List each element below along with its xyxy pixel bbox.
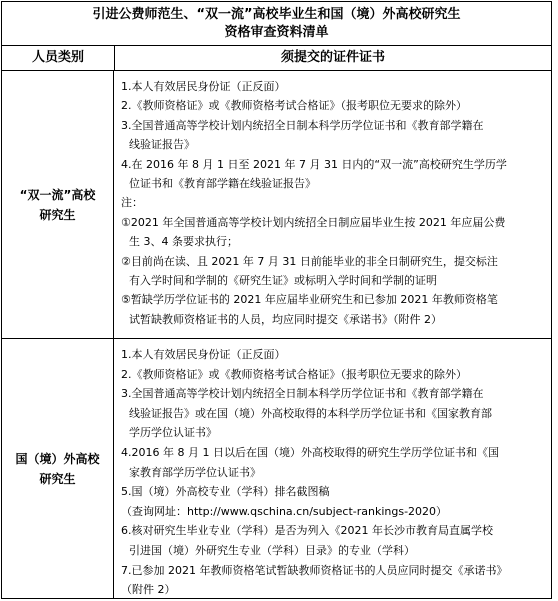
- document-line: 学历学位认证书》: [129, 426, 217, 440]
- note-line: ①2021 年全国普通高等学校计划内统招全日制应届毕业生按 2021 年应届公费: [121, 215, 506, 229]
- category-cell: [2, 71, 114, 338]
- note-line: ②目前尚在读、且 2021 年 7 月 31 日前能毕业的非全日制研究生，提交标注: [121, 254, 498, 268]
- note-label: 注：: [121, 196, 143, 210]
- document-line: 4.在 2016 年 8 月 1 日至 2021 年 7 月 31 日内的“双一流”高校研究生学历学: [121, 157, 507, 171]
- note-line: 有入学时间和学制的《研究生证》或标明入学时间和学制的证明: [129, 274, 437, 288]
- document-line: （附件 2）: [121, 583, 176, 597]
- document-line: 引进国（境）外研究生专业（学科）目录》的专业（学科）: [129, 543, 415, 557]
- category-cell: [2, 339, 114, 598]
- note-line: 生 3、4 条要求执行；: [129, 235, 238, 249]
- category-line: 研究生: [39, 207, 76, 222]
- document-line: 2.《教师资格证》或《教师资格考试合格证》（报考职位无要求的除外）: [121, 99, 467, 113]
- table-header-row: [2, 46, 551, 71]
- note-line: 试暂缺教师资格证书的人员，均应同时提交《承诺书》（附件 2）: [129, 312, 442, 326]
- document-line: 4.2016 年 8 月 1 日以后在国（境）外高校取得的研究生学历学位证书和《国: [121, 445, 499, 459]
- title-line-2: 资格审查资料清单: [224, 25, 329, 40]
- document-line: 1.本人有效居民身份证（正反面）: [121, 348, 286, 361]
- documents-cell: [121, 345, 549, 600]
- document-line: 线验证报告》: [129, 138, 195, 152]
- document-line: 2.《教师资格证》或《教师资格考试合格证》（报考职位无要求的除外）: [121, 367, 467, 381]
- document-line: 1.本人有效居民身份证（正反面）: [121, 80, 286, 93]
- category-line: 研究生: [39, 471, 76, 486]
- documents-cell: [121, 77, 549, 329]
- header-documents: 须提交的证件证书: [280, 50, 385, 65]
- document-line: 3.全国普通高等学校计划内统招全日制本科学历学位证书和《教育部学籍在: [121, 387, 484, 401]
- document-title: [2, 2, 551, 46]
- document-line: 线验证报告》或在国（境）外高校取得的本科学历学位证书和《国家教育部: [129, 406, 492, 420]
- document-line: 7.已参加 2021 年教师资格笔试暂缺教师资格证书的人员应同时提交《承诺书》: [121, 563, 508, 577]
- document-line: （查询网址：http://www.qschina.cn/subject-rankings-2020）: [121, 504, 448, 518]
- category-line: “双一流”高校: [19, 187, 96, 202]
- document-line: 家教育部学历学位认证书》: [129, 465, 261, 479]
- document-table: [1, 1, 552, 599]
- note-line: ⑤暂缺学历学位证书的 2021 年应届毕业研究生和已参加 2021 年教师资格笔: [121, 293, 498, 307]
- document-line: 3.全国普通高等学校计划内统招全日制本科学历学位证书和《教育部学籍在: [121, 118, 484, 132]
- document-line: 6.核对研究生毕业专业（学科）是否为列入《2021 年长沙市教育局直属学校: [121, 524, 493, 538]
- title-line-1: 引进公费师范生、“双一流”高校毕业生和国（境）外高校研究生: [92, 7, 461, 22]
- document-line: 位证书和《教育部学籍在线验证报告》: [129, 177, 316, 191]
- table-row: [2, 339, 551, 598]
- category-line: 国（境）外高校: [15, 451, 100, 466]
- table-row: [2, 71, 551, 339]
- header-category: 人员类别: [2, 46, 115, 70]
- document-line: 5.国（境）外高校专业（学科）排名截图稿: [121, 485, 330, 499]
